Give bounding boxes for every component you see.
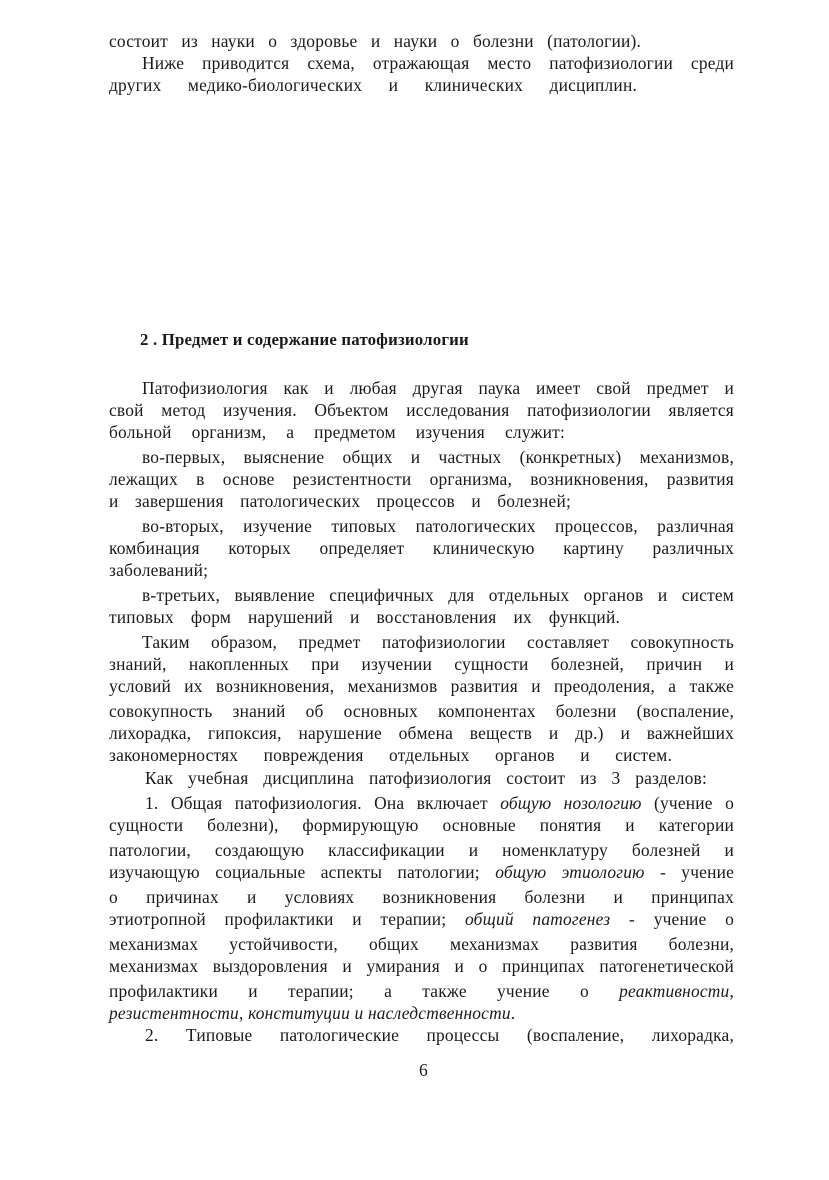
italic-term: реактивности xyxy=(619,981,730,1001)
text-line: в-третьих, выявление специфичных для отдельных органов и систем xyxy=(142,585,734,605)
text-line: комбинация которых определяет клиническую картину различных xyxy=(109,538,734,558)
text-line: патологии, создающую классификации и номенклатуру болезней и xyxy=(109,840,734,860)
italic-term: общую нозологию xyxy=(500,793,642,813)
text-line: больной организм, а предметом изучения служит: xyxy=(109,422,565,442)
text-line: типовых форм нарушений и восстановления их функций. xyxy=(109,607,620,627)
text-line: о причинах и условиях возникновения болезни и принципах xyxy=(109,887,734,907)
text-line: 1. Общая патофизиология. Она включает общую нозологию (учение о xyxy=(145,793,734,813)
text-line: изучающую социальные аспекты патологии; общую этиологию - учение xyxy=(109,862,735,882)
text-line: резистентности, конституции и наследственности. xyxy=(109,1003,516,1023)
text-line: лежащих в основе резистентности организма, возникновения, развития xyxy=(109,469,734,489)
text-line: профилактики и терапии; а также учение о реактивности, xyxy=(109,981,734,1001)
text-line: во-первых, выяснение общих и частных (конкретных) механизмов, xyxy=(142,447,734,467)
text-line: 2. Типовые патологические процессы (воспаление, лихорадка, xyxy=(145,1025,734,1045)
text-line: состоит из науки о здоровье и науки о болезни (патологии). xyxy=(109,31,641,51)
text-line: лихорадка, гипоксия, нарушение обмена веществ и др.) и важнейших xyxy=(109,723,734,743)
text-line: знаний, накопленных при изучении сущности болезней, причин и xyxy=(109,654,734,674)
page-number: 6 xyxy=(419,1060,428,1080)
italic-term: резистентности xyxy=(109,1003,239,1023)
text-line: условий их возникновения, механизмов развития и преодоления, а также xyxy=(109,676,734,696)
text-line: заболеваний; xyxy=(109,560,209,580)
text-line: Патофизиология как и любая другая паука имеет свой предмет и xyxy=(142,378,734,398)
italic-term: общую этиологию xyxy=(495,862,645,882)
text-line: других медико-биологических и клинических дисциплин. xyxy=(109,75,637,95)
text-line: Таким образом, предмет патофизиологии составляет совокупность xyxy=(142,632,734,652)
text-line: закономерностях повреждения отдельных органов и систем. xyxy=(109,745,672,765)
text-line: механизмах устойчивости, общих механизмах развития болезни, xyxy=(109,934,734,954)
text-line: Ниже приводится схема, отражающая место патофизиологии среди xyxy=(142,53,734,73)
text-line: сущности болезни), формирующую основные понятия и категории xyxy=(109,815,734,835)
text-line: и завершения патологических процессов и болезней; xyxy=(109,491,571,511)
text-line: Как учебная дисциплина патофизиология состоит из 3 разделов: xyxy=(145,768,707,788)
text-line: этиотропной профилактики и терапии; общий патогенез - учение о xyxy=(109,909,734,929)
text-line: совокупность знаний об основных компонентах болезни (воспаление, xyxy=(109,701,734,721)
text-line: во-вторых, изучение типовых патологических процессов, различная xyxy=(142,516,734,536)
text-line: механизмах выздоровления и умирания и о принципах патогенетической xyxy=(109,956,734,976)
italic-term: конституции и наследственности xyxy=(248,1003,511,1023)
section-heading: 2 . Предмет и содержание патофизиологии xyxy=(140,330,469,349)
italic-term: общий патогенез xyxy=(465,909,611,929)
text-line: свой метод изучения. Объектом исследования патофизиологии является xyxy=(109,400,734,420)
